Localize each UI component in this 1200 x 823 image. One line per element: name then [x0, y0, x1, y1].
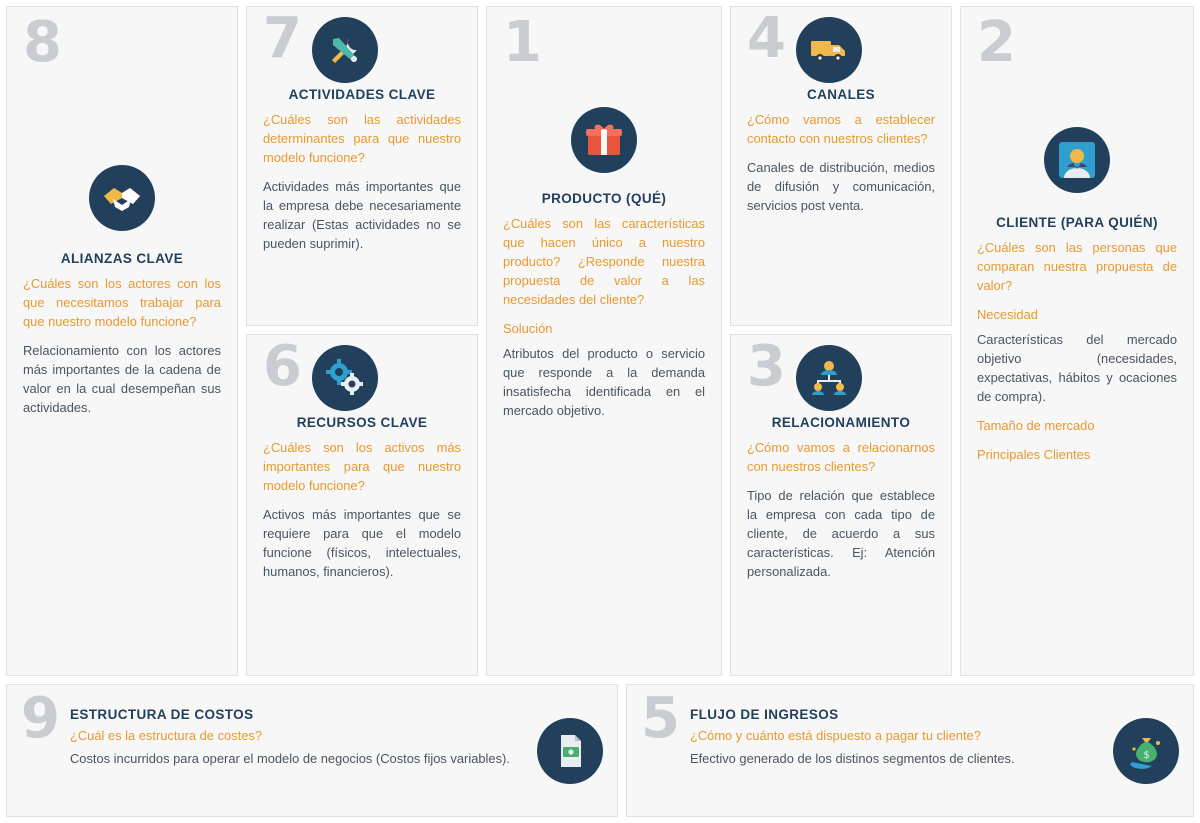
block-number: 4 [747, 6, 786, 71]
block-title: RECURSOS CLAVE [296, 415, 428, 430]
block-flujo-ingresos[interactable] [626, 684, 1194, 817]
block-question: ¿Cómo vamos a establecer contacto con nuestros clientes? [747, 112, 935, 146]
block-subtitle-necesidad: Necesidad [977, 307, 1038, 322]
block-number: 6 [263, 334, 302, 399]
gift-icon [571, 107, 637, 173]
block-title: PRODUCTO (QUÉ) [541, 191, 667, 206]
block-answer: Tipo de relación que establece la empresa con cada tipo de cliente, de acuerdo a sus características. Ej: Atención personalizada. [747, 488, 935, 579]
block-alianzas-clave[interactable] [6, 6, 238, 676]
block-number: 9 [21, 686, 60, 751]
money-bag-hand-icon-wrap [1101, 693, 1179, 808]
block-relacionamiento[interactable] [730, 334, 952, 676]
block-question: ¿Cuáles son los activos más importantes para que nuestro modelo funcione? [263, 440, 461, 493]
block-question: ¿Cuáles son las personas que comparan nuestra propuesta de valor? [977, 240, 1177, 293]
block-subtitle-solucion: Solución [503, 321, 553, 336]
block-header [263, 6, 461, 83]
block-answer: Atributos del producto o servicio que responde a la demanda insatisfecha identificada en el mercado objetivo. [503, 346, 705, 418]
block-subtitle-tamano-mercado: Tamaño de mercado [977, 418, 1095, 433]
block-recursos-clave[interactable] [246, 334, 478, 676]
block-title: CLIENTE (PARA QUIÉN) [996, 215, 1158, 230]
block-producto[interactable] [486, 6, 722, 676]
block-number: 5 [641, 686, 680, 751]
block-title: ACTIVIDADES CLAVE [288, 87, 436, 102]
block-actividades-clave[interactable] [246, 6, 478, 326]
block-number: 7 [263, 6, 302, 71]
block-question: ¿Cuál es la estructura de costes? [69, 728, 262, 743]
block-title: RELACIONAMIENTO [771, 415, 911, 430]
block-number: 1 [503, 10, 542, 75]
block-answer: Activos más importantes que se requiere para que el modelo funcione (físicos, intelectuales, humanos, financieros). [263, 507, 461, 579]
block-canales[interactable] [730, 6, 952, 326]
block-header [263, 334, 461, 411]
block-answer: Costos incurridos para operar el modelo de negocios (Costos fijos variables). [69, 751, 510, 766]
document-money-icon-wrap [525, 693, 603, 808]
truck-icon [796, 17, 862, 83]
block-question: ¿Cómo vamos a relacionarnos con nuestros clientes? [747, 440, 935, 474]
block-number: 8 [23, 10, 62, 75]
block-header [747, 334, 935, 411]
block-question: ¿Cuáles son las características que hacen único a nuestro producto? ¿Responde nuestra propuesta de valor a las necesidades del cliente? [503, 216, 705, 307]
money-bag-hand-icon [1113, 718, 1179, 784]
handshake-icon [89, 165, 155, 231]
block-title: ESTRUCTURA DE COSTOS [69, 707, 254, 722]
block-number-wrap [21, 686, 60, 751]
org-chart-icon [796, 345, 862, 411]
block-number: 2 [977, 10, 1016, 75]
block-estructura-costos[interactable] [6, 684, 618, 817]
user-profile-icon [1044, 127, 1110, 193]
block-answer: Actividades más importantes que la empresa debe necesariamente realizar (Estas actividades no se pueden suprimir). [263, 179, 461, 251]
block-answer: Canales de distribución, medios de difusión y comunicación, servicios post venta. [747, 160, 935, 213]
svg-text:$: $ [1143, 749, 1150, 761]
block-number: 3 [747, 334, 786, 399]
gears-icon [312, 345, 378, 411]
tools-icon [312, 17, 378, 83]
block-title: CANALES [806, 87, 876, 102]
block-number-wrap [641, 686, 680, 751]
block-subtitle-principales-clientes: Principales Clientes [977, 447, 1091, 462]
block-question: ¿Cuáles son los actores con los que necesitamos trabajar para que nuestro modelo funcione? [23, 276, 221, 329]
block-answer: Características del mercado objetivo (necesidades, expectativas, hábitos y ocaciones de compra). [977, 332, 1177, 404]
block-title: ALIANZAS CLAVE [60, 251, 184, 266]
document-money-icon [537, 718, 603, 784]
block-question: ¿Cuáles son las actividades determinantes para que nuestro modelo funcione? [263, 112, 461, 165]
block-header [747, 6, 935, 83]
block-question: ¿Cómo y cuánto está dispuesto a pagar tu cliente? [689, 728, 981, 743]
block-answer: Efectivo generado de los distinos segmentos de clientes. [689, 751, 1015, 766]
gift-icon-wrap [503, 107, 705, 173]
handshake-icon-wrap [23, 165, 221, 231]
block-title: FLUJO DE INGRESOS [689, 707, 839, 722]
user-profile-icon-wrap [977, 127, 1177, 193]
block-answer: Relacionamiento con los actores más importantes de la cadena de valor en la cual desempeñan sus actividades. [23, 343, 221, 415]
block-cliente[interactable] [960, 6, 1194, 676]
